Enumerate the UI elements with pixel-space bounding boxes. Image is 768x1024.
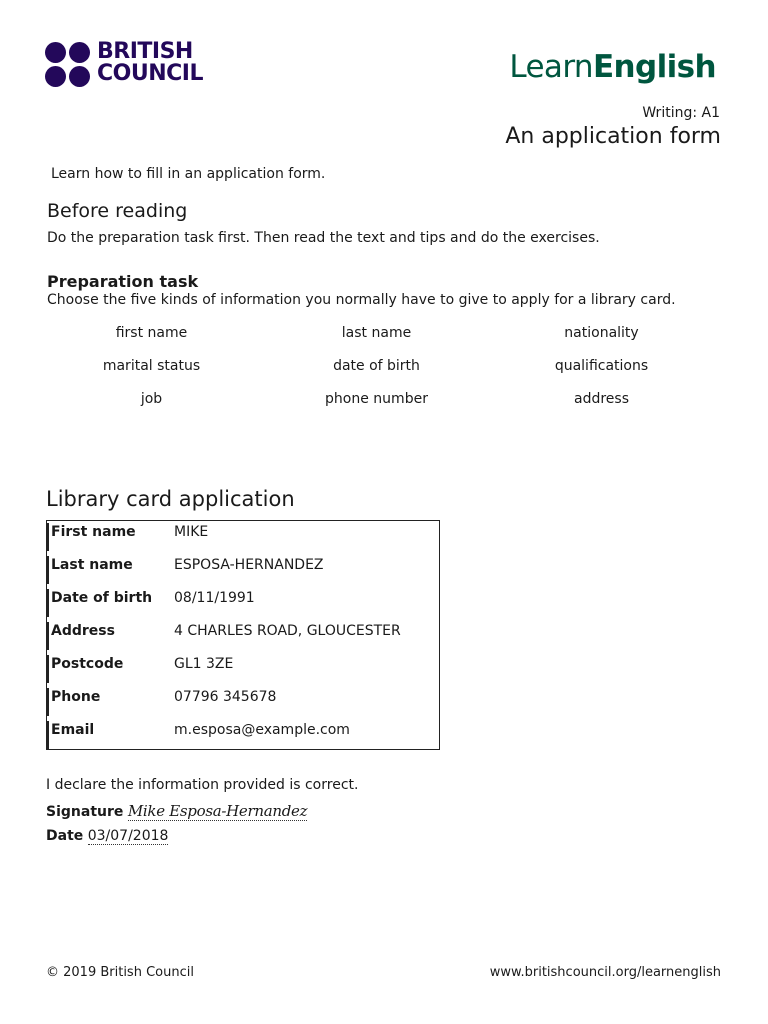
option-item: marital status	[102, 358, 201, 374]
row-divider	[47, 589, 49, 617]
option-item: address	[573, 391, 629, 407]
date-line	[46, 828, 168, 844]
option-item: qualifications	[554, 358, 649, 374]
option-item: last name	[341, 325, 412, 341]
field-value: 07796 345678	[174, 689, 277, 705]
footer-copyright: © 2019 British Council	[46, 965, 194, 980]
page-title: An application form	[505, 124, 721, 149]
level-label: Writing: A1	[642, 105, 720, 121]
option-item: job	[140, 391, 163, 407]
declaration-text: I declare the information provided is correct.	[46, 777, 359, 793]
form-row-date-of-birth	[47, 587, 441, 615]
brand-line-2: COUNCIL	[97, 61, 203, 86]
field-value: 08/11/1991	[174, 590, 255, 606]
field-label: First name	[51, 524, 136, 540]
form-row-phone	[47, 686, 441, 714]
field-value: MIKE	[174, 524, 209, 540]
preparation-heading: Preparation task	[47, 272, 199, 291]
field-value: 4 CHARLES ROAD, GLOUCESTER	[174, 623, 401, 639]
field-label: Phone	[51, 689, 101, 705]
form-row-postcode	[47, 653, 441, 681]
row-divider	[47, 721, 49, 749]
british-council-wordmark	[97, 41, 203, 85]
field-value: m.esposa@example.com	[174, 722, 350, 738]
form-row-last-name	[47, 554, 441, 582]
preparation-instruction: Choose the five kinds of information you normally have to give to apply for a library card.	[47, 292, 676, 308]
row-divider	[47, 523, 49, 551]
form-heading: Library card application	[46, 487, 295, 511]
field-label: Last name	[51, 557, 133, 573]
form-row-first-name	[47, 521, 441, 549]
row-divider	[47, 556, 49, 584]
logo-english: English	[592, 49, 716, 85]
field-value: GL1 3ZE	[174, 656, 234, 672]
field-label: Date of birth	[51, 590, 153, 606]
field-label: Address	[51, 623, 115, 639]
option-item: first name	[115, 325, 188, 341]
signature-value: Mike Esposa-Hernandez	[127, 802, 308, 820]
field-label: Postcode	[51, 656, 124, 672]
option-item: date of birth	[333, 358, 420, 374]
before-reading-heading: Before reading	[47, 200, 188, 222]
row-divider	[47, 688, 49, 716]
option-item: nationality	[564, 325, 639, 341]
field-label: Email	[51, 722, 95, 738]
learnenglish-logo	[509, 49, 716, 85]
form-row-email	[47, 719, 441, 747]
form-row-address	[47, 620, 441, 648]
footer-url[interactable]: www.britishcouncil.org/learnenglish	[489, 965, 721, 980]
row-divider	[47, 655, 49, 683]
date-value: 03/07/2018	[87, 828, 169, 844]
intro-text: Learn how to fill in an application form.	[51, 166, 326, 182]
signature-line	[46, 802, 307, 820]
brand-line-1: BRITISH	[97, 39, 193, 64]
signature-label: Signature	[46, 804, 124, 820]
library-card-form	[46, 520, 440, 750]
option-item: phone number	[325, 391, 428, 407]
date-label: Date	[46, 828, 84, 844]
logo-learn: Learn	[509, 49, 593, 85]
before-reading-text: Do the preparation task first. Then read the text and tips and do the exercises.	[47, 230, 600, 246]
field-value: ESPOSA-HERNANDEZ	[174, 557, 324, 573]
british-council-dots-icon	[45, 42, 91, 88]
row-divider	[47, 622, 49, 650]
british-council-logo	[45, 39, 215, 90]
